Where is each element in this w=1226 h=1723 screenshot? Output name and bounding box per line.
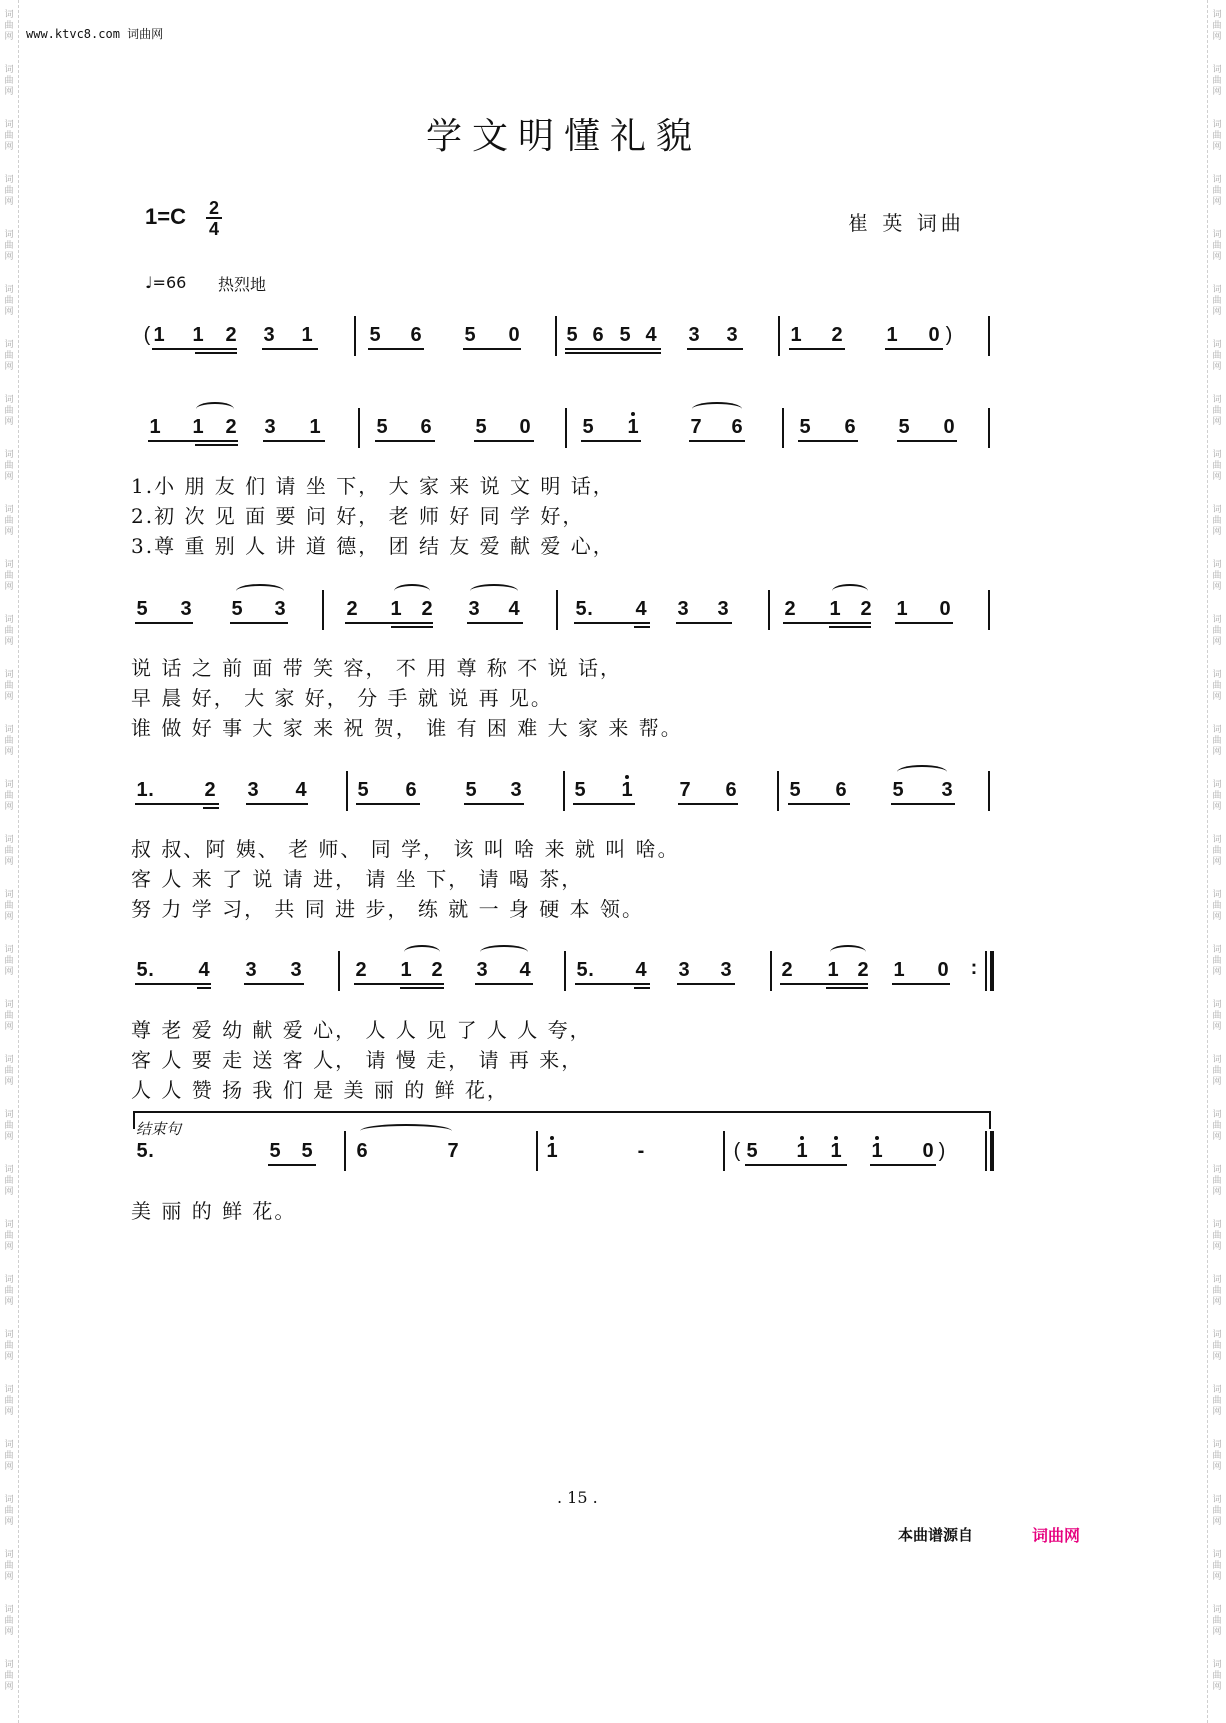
watermark-mark: 词 曲 网 xyxy=(1212,1165,1222,1197)
lyric-verse-3: 人 人 赞 扬 我 们 是 美 丽 的 鲜 花， xyxy=(131,1078,509,1102)
watermark-mark: 词 曲 网 xyxy=(1212,10,1222,42)
note: 1 xyxy=(790,324,802,346)
note: 1 xyxy=(136,779,148,801)
watermark-mark: 词 曲 网 xyxy=(4,1385,14,1417)
key-signature: 1=C xyxy=(145,204,186,229)
dot: . xyxy=(587,598,593,620)
note: 6 xyxy=(410,324,422,346)
dot: . xyxy=(148,779,154,801)
note: 5 xyxy=(582,416,594,438)
lyric-verse-2: 2.初 次 见 面 要 问 好， 老 师 好 同 学 好， xyxy=(131,504,585,528)
note: 5 xyxy=(269,1140,281,1162)
note: 2 xyxy=(781,959,793,981)
watermark-mark: 词 曲 网 xyxy=(1212,725,1222,757)
page-number: . 15 . xyxy=(557,1488,598,1507)
watermark-mark: 词 曲 网 xyxy=(1212,615,1222,647)
close-paren: ) xyxy=(945,324,953,346)
watermark-mark: 词 曲 网 xyxy=(1212,395,1222,427)
watermark-mark: 词 曲 网 xyxy=(4,780,14,812)
repeat-sign: : xyxy=(970,957,978,979)
note: 3 xyxy=(688,324,700,346)
note: 3 xyxy=(677,598,689,620)
lyric-verse-1: 1.小 朋 友 们 请 坐 下， 大 家 来 说 文 明 话， xyxy=(131,474,615,498)
note: 5 xyxy=(892,779,904,801)
note: 4 xyxy=(635,598,647,620)
note: 1 xyxy=(153,324,165,346)
lyric-verse-1: 叔 叔、阿 姨、 老 师、 同 学， 该 叫 啥 来 就 叫 啥。 xyxy=(131,837,680,861)
note: 1 xyxy=(796,1140,808,1162)
watermark-mark: 词 曲 网 xyxy=(1212,230,1222,262)
watermark-mark: 词 曲 网 xyxy=(4,945,14,977)
lyric-verse-3: 努 力 学 习， 共 同 进 步， 练 就 一 身 硬 本 领。 xyxy=(131,897,645,921)
lyric-verse-3: 谁 做 好 事 大 家 来 祝 贺， 谁 有 困 难 大 家 来 帮。 xyxy=(131,716,683,740)
note: 3 xyxy=(274,598,286,620)
note: 4 xyxy=(519,959,531,981)
note: 2 xyxy=(346,598,358,620)
watermark-mark: 词 曲 网 xyxy=(4,1165,14,1197)
watermark-mark: 词 曲 网 xyxy=(4,725,14,757)
lyric-verse-3: 3.尊 重 别 人 讲 道 德， 团 结 友 爱 献 爱 心， xyxy=(131,534,615,558)
barline xyxy=(555,316,557,356)
note: 5 xyxy=(376,416,388,438)
barline xyxy=(778,316,780,356)
watermark-mark: 词 曲 网 xyxy=(1212,505,1222,537)
note: 5 xyxy=(799,416,811,438)
note: 3 xyxy=(264,416,276,438)
note: 3 xyxy=(726,324,738,346)
time-signature: $\frac{2}{4}$ xyxy=(206,200,222,237)
watermark-mark: 词 曲 网 xyxy=(4,1000,14,1032)
note: 2 xyxy=(225,416,237,438)
dot: . xyxy=(588,959,594,981)
note: 1 xyxy=(827,959,839,981)
watermark-mark: 词 曲 网 xyxy=(1212,1605,1222,1637)
tempo-marking: ♩=66 xyxy=(145,273,187,292)
expression-marking: 热烈地 xyxy=(218,275,267,294)
note: 7 xyxy=(690,416,702,438)
note: 1 xyxy=(309,416,321,438)
note: 5 xyxy=(301,1140,313,1162)
watermark-mark: 词 曲 网 xyxy=(1212,780,1222,812)
note: 5 xyxy=(136,1140,148,1162)
note: 3 xyxy=(247,779,259,801)
watermark-mark: 词 曲 网 xyxy=(1212,65,1222,97)
note: 2 xyxy=(355,959,367,981)
note: 2 xyxy=(857,959,869,981)
note: 5 xyxy=(619,324,631,346)
open-paren: ( xyxy=(733,1140,741,1162)
note: 2 xyxy=(860,598,872,620)
watermark-mark: 词 曲 网 xyxy=(1212,120,1222,152)
note: 1 xyxy=(871,1140,883,1162)
note: 6 xyxy=(420,416,432,438)
watermark-mark: 词 曲 网 xyxy=(4,890,14,922)
note: 6 xyxy=(731,416,743,438)
watermark-mark: 词 曲 网 xyxy=(4,285,14,317)
watermark-mark: 词 曲 网 xyxy=(1212,1495,1222,1527)
note: 3 xyxy=(678,959,690,981)
watermark-mark: 词 曲 网 xyxy=(1212,1220,1222,1252)
watermark-mark: 词 曲 网 xyxy=(4,395,14,427)
watermark-mark: 词 曲 网 xyxy=(1212,1660,1222,1692)
composer-credit: 崔 英 词曲 xyxy=(848,211,965,235)
note: 6 xyxy=(835,779,847,801)
ending-label: 结束句 xyxy=(136,1120,182,1138)
watermark-mark: 词 曲 网 xyxy=(1212,945,1222,977)
watermark-mark: 词 曲 网 xyxy=(4,450,14,482)
note: 2 xyxy=(784,598,796,620)
site-url: www.ktvc8.com 词曲网 xyxy=(26,27,164,41)
watermark-mark: 词 曲 网 xyxy=(4,175,14,207)
note: 5 xyxy=(231,598,243,620)
note: 1 xyxy=(301,324,313,346)
note: 7 xyxy=(447,1140,459,1162)
note: 3 xyxy=(245,959,257,981)
note: 5 xyxy=(369,324,381,346)
watermark-mark: 词 曲 网 xyxy=(4,1220,14,1252)
note: 5 xyxy=(357,779,369,801)
close-paren: ) xyxy=(938,1140,946,1162)
brand-link[interactable]: 词曲网 xyxy=(1032,1526,1081,1545)
lyric-verse-2: 客 人 来 了 说 请 进， 请 坐 下， 请 喝 茶， xyxy=(131,867,584,891)
note: 6 xyxy=(844,416,856,438)
note: 5 xyxy=(464,324,476,346)
note: 7 xyxy=(679,779,691,801)
watermark-mark: 词 曲 网 xyxy=(1212,175,1222,207)
note: 1 xyxy=(192,324,204,346)
note: 3 xyxy=(476,959,488,981)
note: 5 xyxy=(789,779,801,801)
watermark-mark: 词 曲 网 xyxy=(4,615,14,647)
watermark-mark: 词 曲 网 xyxy=(4,505,14,537)
watermark-mark: 词 曲 网 xyxy=(1212,835,1222,867)
watermark-mark: 词 曲 网 xyxy=(4,1550,14,1582)
watermark-mark: 词 曲 网 xyxy=(4,230,14,262)
note: 0 xyxy=(928,324,940,346)
note: 3 xyxy=(290,959,302,981)
lyric-verse-1: 尊 老 爱 幼 献 爱 心， 人 人 见 了 人 人 夸， xyxy=(131,1018,592,1042)
source-label: 本曲谱源自 xyxy=(898,1526,974,1544)
ending-bracket xyxy=(133,1111,991,1129)
note: 6 xyxy=(725,779,737,801)
barline xyxy=(988,316,990,356)
watermark-mark: 词 曲 网 xyxy=(4,1110,14,1142)
note: 6 xyxy=(592,324,604,346)
note: 5 xyxy=(576,959,588,981)
note: 6 xyxy=(356,1140,368,1162)
open-paren: ( xyxy=(143,324,151,346)
note: - xyxy=(637,1140,645,1162)
note: 4 xyxy=(645,324,657,346)
note: 3 xyxy=(263,324,275,346)
watermark-mark: 词 曲 网 xyxy=(4,1275,14,1307)
note: 1 xyxy=(829,598,841,620)
note: 5 xyxy=(575,598,587,620)
song-title: 学文明懂礼貌 xyxy=(426,116,703,157)
dot: . xyxy=(148,1140,154,1162)
note: 5 xyxy=(475,416,487,438)
note: 1 xyxy=(149,416,161,438)
watermark-mark: 词 曲 网 xyxy=(4,1440,14,1472)
note: 2 xyxy=(225,324,237,346)
note: 3 xyxy=(468,598,480,620)
note: 2 xyxy=(431,959,443,981)
watermark-mark: 词 曲 网 xyxy=(1212,890,1222,922)
note: 0 xyxy=(939,598,951,620)
note: 5 xyxy=(136,598,148,620)
watermark-mark: 词 曲 网 xyxy=(1212,1110,1222,1142)
lyric-verse-2: 客 人 要 走 送 客 人， 请 慢 走， 请 再 来， xyxy=(131,1048,584,1072)
note: 3 xyxy=(510,779,522,801)
note: 1 xyxy=(830,1140,842,1162)
watermark-mark: 词 曲 网 xyxy=(4,560,14,592)
note: 2 xyxy=(204,779,216,801)
watermark-mark: 词 曲 网 xyxy=(4,1605,14,1637)
note: 2 xyxy=(831,324,843,346)
watermark-mark: 词 曲 网 xyxy=(1212,1000,1222,1032)
note: 0 xyxy=(508,324,520,346)
note: 4 xyxy=(295,779,307,801)
note: 1 xyxy=(400,959,412,981)
watermark-mark: 词 曲 网 xyxy=(4,120,14,152)
right-watermark-strip xyxy=(1207,0,1226,1723)
note: 0 xyxy=(519,416,531,438)
note: 1 xyxy=(621,779,633,801)
note: 4 xyxy=(198,959,210,981)
watermark-mark: 词 曲 网 xyxy=(1212,670,1222,702)
note: 5 xyxy=(898,416,910,438)
watermark-mark: 词 曲 网 xyxy=(1212,1440,1222,1472)
watermark-mark: 词 曲 网 xyxy=(4,670,14,702)
note: 5 xyxy=(136,959,148,981)
watermark-mark: 词 曲 网 xyxy=(1212,340,1222,372)
watermark-mark: 词 曲 网 xyxy=(4,1660,14,1692)
watermark-mark: 词 曲 网 xyxy=(4,340,14,372)
barline xyxy=(354,316,356,356)
note: 5 xyxy=(465,779,477,801)
note: 1 xyxy=(896,598,908,620)
note: 0 xyxy=(922,1140,934,1162)
note: 1 xyxy=(886,324,898,346)
note: 1 xyxy=(893,959,905,981)
note: 4 xyxy=(508,598,520,620)
note: 5 xyxy=(746,1140,758,1162)
note: 1 xyxy=(546,1140,558,1162)
dot: . xyxy=(148,959,154,981)
watermark-mark: 词 曲 网 xyxy=(1212,1550,1222,1582)
note: 3 xyxy=(717,598,729,620)
watermark-mark: 词 曲 网 xyxy=(1212,560,1222,592)
watermark-mark: 词 曲 网 xyxy=(4,1330,14,1362)
watermark-mark: 词 曲 网 xyxy=(1212,1275,1222,1307)
note: 1 xyxy=(627,416,639,438)
watermark-mark: 词 曲 网 xyxy=(4,1495,14,1527)
lyric-verse-2: 早 晨 好， 大 家 好， 分 手 就 说 再 见。 xyxy=(131,686,553,710)
note: 5 xyxy=(566,324,578,346)
watermark-mark: 词 曲 网 xyxy=(4,10,14,42)
lyric-verse-1: 说 话 之 前 面 带 笑 容， 不 用 尊 称 不 说 话， xyxy=(131,656,623,680)
watermark-mark: 词 曲 网 xyxy=(4,65,14,97)
note: 0 xyxy=(943,416,955,438)
watermark-mark: 词 曲 网 xyxy=(1212,285,1222,317)
watermark-mark: 词 曲 网 xyxy=(1212,1385,1222,1417)
left-watermark-strip xyxy=(0,0,19,1723)
note: 4 xyxy=(635,959,647,981)
note: 3 xyxy=(180,598,192,620)
note: 3 xyxy=(720,959,732,981)
watermark-mark: 词 曲 网 xyxy=(1212,450,1222,482)
watermark-mark: 词 曲 网 xyxy=(4,835,14,867)
note: 1 xyxy=(192,416,204,438)
watermark-mark: 词 曲 网 xyxy=(4,1055,14,1087)
watermark-mark: 词 曲 网 xyxy=(1212,1330,1222,1362)
note: 6 xyxy=(405,779,417,801)
note: 2 xyxy=(421,598,433,620)
note: 1 xyxy=(390,598,402,620)
note: 0 xyxy=(937,959,949,981)
note: 3 xyxy=(941,779,953,801)
note: 5 xyxy=(574,779,586,801)
lyric-ending: 美 丽 的 鲜 花。 xyxy=(131,1199,297,1223)
watermark-mark: 词 曲 网 xyxy=(1212,1055,1222,1087)
